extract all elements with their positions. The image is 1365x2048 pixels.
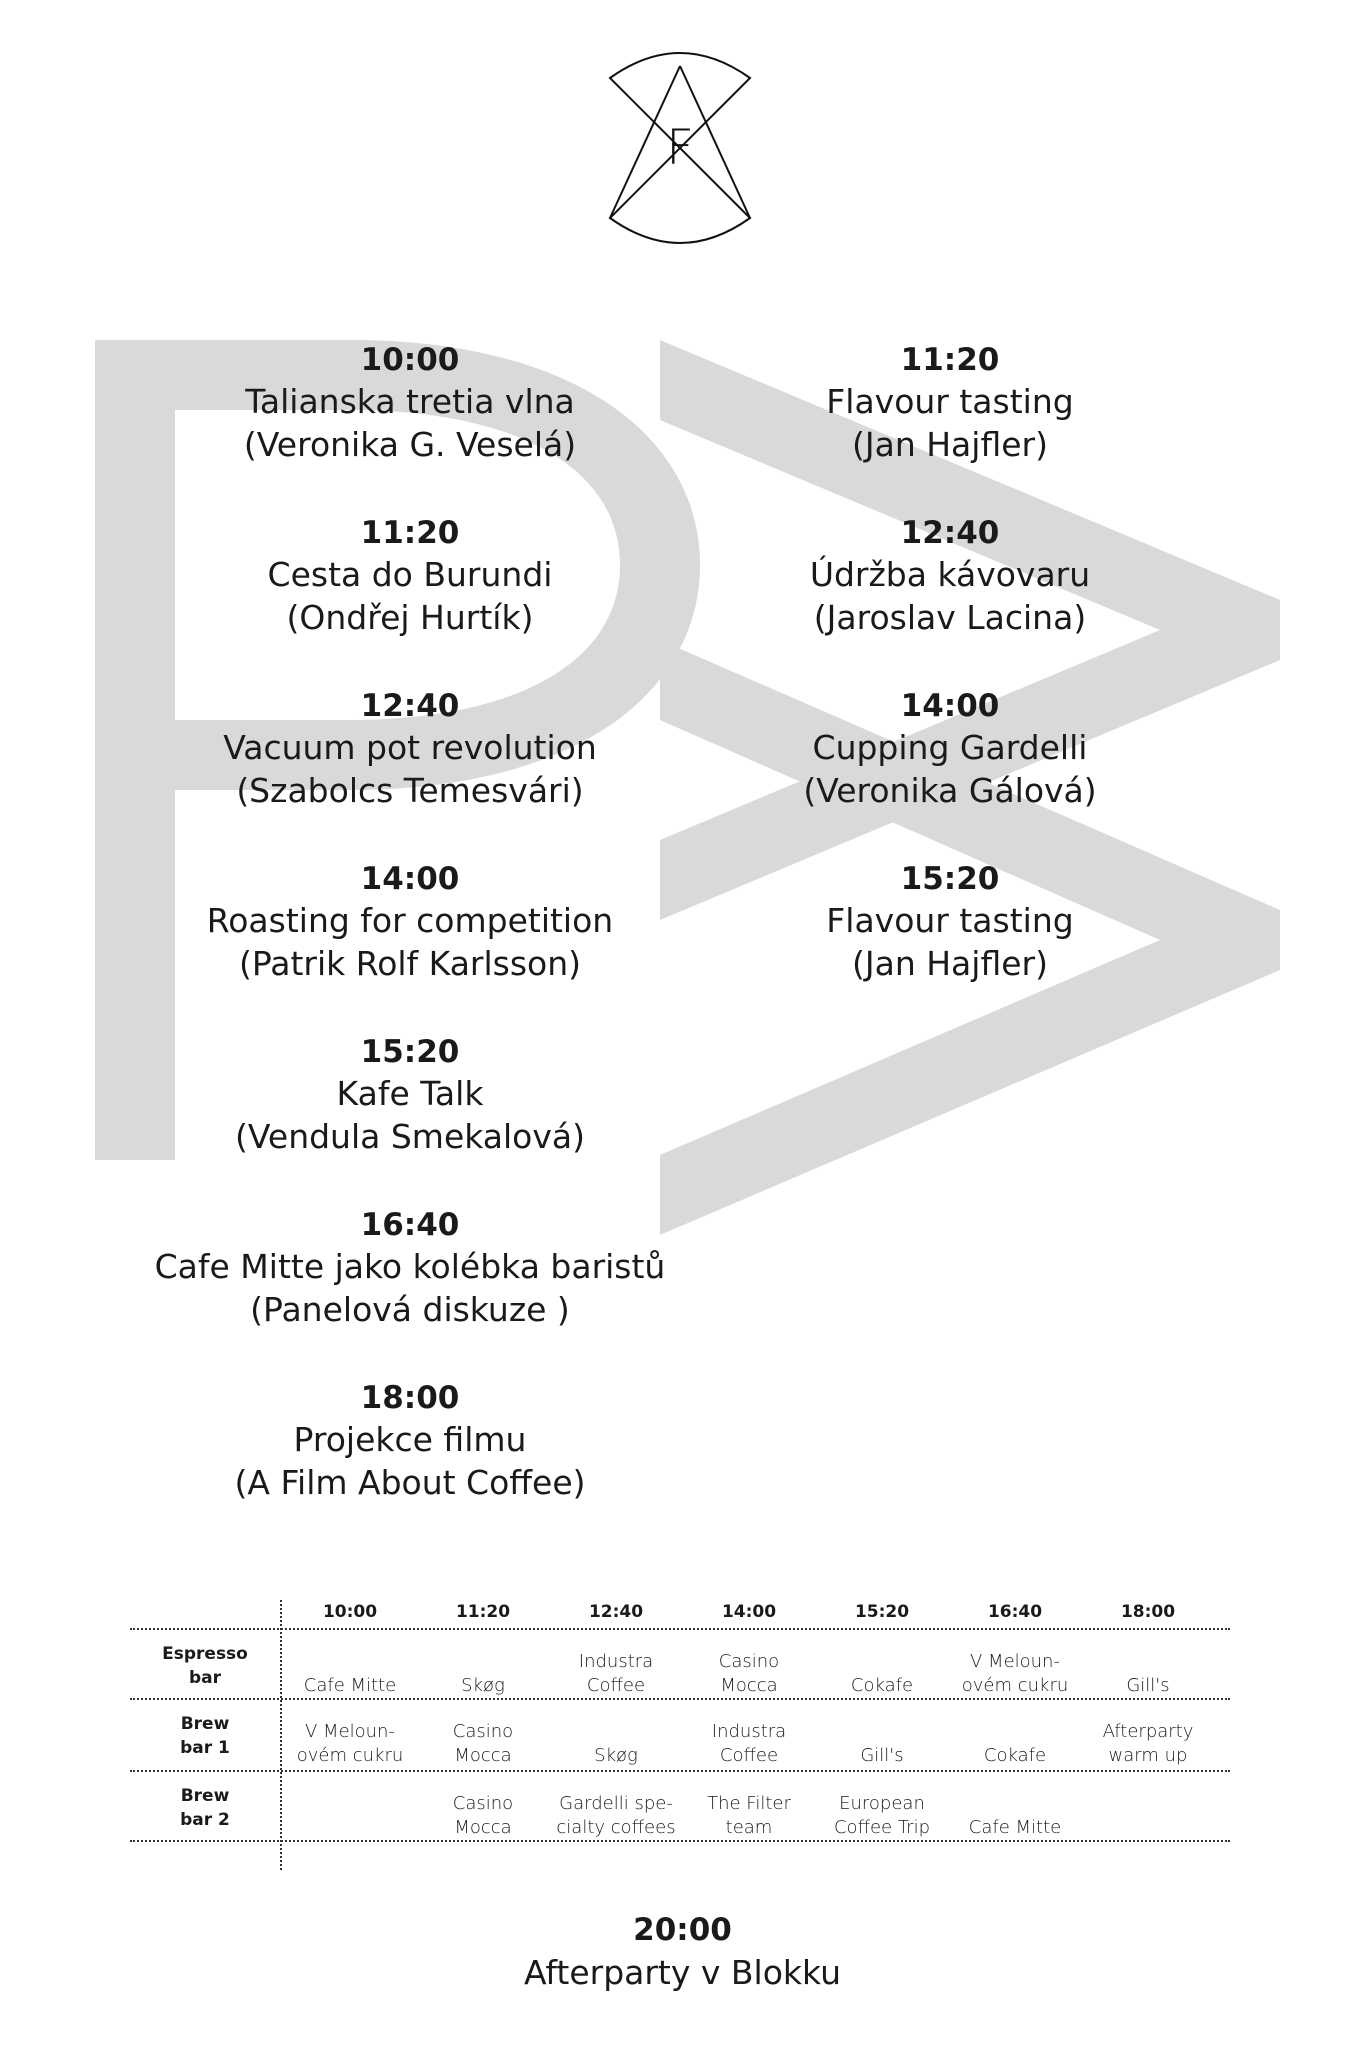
session-time: 15:20	[360, 1034, 460, 1070]
column-header-time: 14:00	[721, 1602, 777, 1622]
bar-cell	[285, 1770, 415, 1840]
bar-cell: Gill's	[860, 1745, 904, 1766]
session-speaker: (Jan Hajfler)	[852, 944, 1048, 983]
session-left-1	[130, 340, 690, 466]
column-header-time: 11:20	[455, 1602, 511, 1622]
session-right-4	[670, 859, 1230, 985]
session-speaker: (Jaroslav Lacina)	[813, 598, 1087, 637]
session-title: Flavour tasting	[826, 901, 1074, 940]
bar-cell: Skøg	[594, 1745, 638, 1766]
session-speaker: (A Film About Coffee)	[234, 1463, 586, 1502]
column-header-time: 10:00	[322, 1602, 378, 1622]
session-left-5	[130, 1032, 690, 1158]
finale-time: 20:00	[633, 1912, 732, 1948]
session-left-7	[130, 1378, 690, 1504]
column-header-time: 18:00	[1120, 1602, 1176, 1622]
row-label: Espresso bar	[162, 1644, 248, 1688]
bar-cell: Industra Coffee	[578, 1651, 654, 1696]
bar-cell: Gill's	[1126, 1675, 1170, 1696]
bar-schedule-table	[130, 1600, 1230, 1870]
session-time: 12:40	[360, 688, 460, 724]
bar-cell: Cokafe	[850, 1675, 914, 1696]
session-speaker: (Patrik Rolf Karlsson)	[238, 944, 582, 983]
session-right-3	[670, 686, 1230, 812]
row-label: Brew bar 1	[180, 1714, 230, 1758]
session-title: Roasting for competition	[206, 901, 614, 940]
session-speaker: (Szabolcs Temesvári)	[236, 771, 584, 810]
session-title: Talianska tretia vlna	[245, 382, 575, 421]
session-right-2	[670, 513, 1230, 639]
bar-cell: Skøg	[461, 1675, 505, 1696]
session-time: 14:00	[360, 861, 460, 897]
session-title: Cafe Mitte jako kolébka baristů	[154, 1247, 666, 1286]
bar-cell: Afterparty warm up	[1102, 1721, 1194, 1766]
bar-cell: Industra Coffee	[711, 1721, 787, 1766]
bar-cell: V Meloun- ovém cukru	[296, 1721, 404, 1766]
session-speaker: (Ondřej Hurtík)	[286, 598, 534, 637]
bar-cell: The Filter team	[707, 1793, 791, 1838]
session-time: 11:20	[360, 515, 460, 551]
session-title: Flavour tasting	[826, 382, 1074, 421]
session-right-1	[670, 340, 1230, 466]
bar-cell: Cokafe	[983, 1745, 1047, 1766]
session-left-3	[130, 686, 690, 812]
bar-cell: Cafe Mitte	[303, 1675, 397, 1696]
row-divider	[130, 1840, 1230, 1842]
finale-session	[0, 1910, 1365, 1995]
session-time: 12:40	[900, 515, 1000, 551]
session-left-4	[130, 859, 690, 985]
row-label: Brew bar 2	[180, 1786, 230, 1830]
festival-logo	[590, 48, 770, 248]
column-header-time: 15:20	[854, 1602, 910, 1622]
column-header-time: 12:40	[588, 1602, 644, 1622]
session-title: Projekce filmu	[293, 1420, 527, 1459]
session-time: 10:00	[360, 342, 460, 378]
session-title: Vacuum pot revolution	[223, 728, 597, 767]
bar-cell: Gardelli spe- cialty coffees	[556, 1793, 676, 1838]
session-title: Cupping Gardelli	[812, 728, 1088, 767]
session-time: 16:40	[360, 1207, 460, 1243]
column-header-time: 16:40	[987, 1602, 1043, 1622]
session-speaker: (Veronika G. Veselá)	[243, 425, 577, 464]
bar-cell: Casino Mocca	[452, 1721, 514, 1766]
logo-letter: F	[666, 120, 694, 176]
bar-cell: Cafe Mitte	[968, 1817, 1062, 1838]
session-speaker: (Vendula Smekalová)	[235, 1117, 585, 1156]
finale-title: Afterparty v Blokku	[523, 1953, 842, 1992]
session-title: Cesta do Burundi	[267, 555, 553, 594]
session-time: 15:20	[900, 861, 1000, 897]
bar-cell	[1083, 1770, 1213, 1840]
session-time: 18:00	[360, 1380, 460, 1416]
session-speaker: (Veronika Gálová)	[803, 771, 1097, 810]
bar-cell: European Coffee Trip	[833, 1793, 931, 1838]
session-title: Kafe Talk	[336, 1074, 484, 1113]
column-divider	[280, 1600, 282, 1870]
bar-cell: Casino Mocca	[452, 1793, 514, 1838]
bar-cell: V Meloun- ovém cukru	[961, 1651, 1069, 1696]
session-time: 14:00	[900, 688, 1000, 724]
session-left-2	[130, 513, 690, 639]
session-title: Údržba kávovaru	[809, 555, 1091, 594]
bar-cell: Casino Mocca	[718, 1651, 780, 1696]
session-speaker: (Panelová diskuze )	[250, 1290, 570, 1329]
session-time: 11:20	[900, 342, 1000, 378]
session-speaker: (Jan Hajfler)	[852, 425, 1048, 464]
session-left-6	[130, 1205, 690, 1331]
